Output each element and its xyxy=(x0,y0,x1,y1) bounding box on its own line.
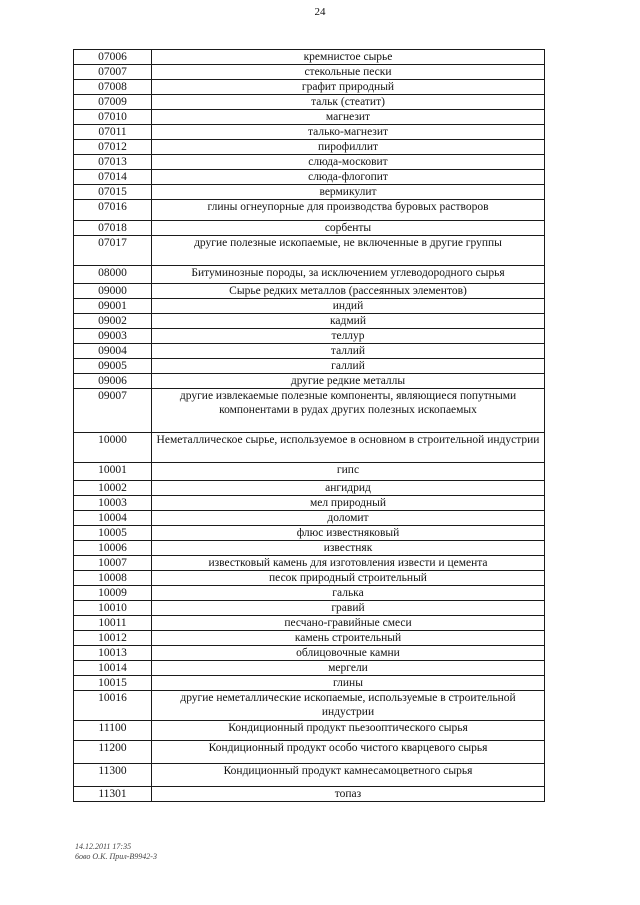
table-row xyxy=(74,631,545,646)
table-row xyxy=(74,433,545,463)
resource-code: 09000 xyxy=(74,284,152,299)
resource-name: глины xyxy=(152,676,545,691)
resource-code: 10000 xyxy=(74,433,152,463)
table-row xyxy=(74,787,545,802)
table-row xyxy=(74,140,545,155)
footer-timestamp: 14.12.2011 17:35 xyxy=(75,842,132,851)
table-row xyxy=(74,661,545,676)
table-row xyxy=(74,586,545,601)
table-row xyxy=(74,155,545,170)
table-row xyxy=(74,314,545,329)
resource-name: гравий xyxy=(152,601,545,616)
resource-code-table xyxy=(73,49,545,802)
table-row xyxy=(74,170,545,185)
resource-name: топаз xyxy=(152,787,545,802)
table-row xyxy=(74,526,545,541)
resource-code: 10010 xyxy=(74,601,152,616)
resource-code: 10002 xyxy=(74,481,152,496)
resource-name: таллий xyxy=(152,344,545,359)
table-row xyxy=(74,721,545,741)
resource-name: песчано-гравийные смеси xyxy=(152,616,545,631)
resource-code: 10006 xyxy=(74,541,152,556)
resource-name: галлий xyxy=(152,359,545,374)
resource-name: сорбенты xyxy=(152,221,545,236)
resource-name: доломит xyxy=(152,511,545,526)
table-row xyxy=(74,80,545,95)
resource-code: 10004 xyxy=(74,511,152,526)
resource-code: 07012 xyxy=(74,140,152,155)
resource-name: стекольные пески xyxy=(152,65,545,80)
resource-code: 10007 xyxy=(74,556,152,571)
resource-code: 09004 xyxy=(74,344,152,359)
resource-code: 07018 xyxy=(74,221,152,236)
resource-code: 10009 xyxy=(74,586,152,601)
resource-name: кремнистое сырье xyxy=(152,50,545,65)
resource-code: 10013 xyxy=(74,646,152,661)
table-row xyxy=(74,741,545,764)
table-row xyxy=(74,329,545,344)
resource-name: индий xyxy=(152,299,545,314)
resource-code: 07016 xyxy=(74,200,152,221)
resource-name: галька xyxy=(152,586,545,601)
resource-code: 07013 xyxy=(74,155,152,170)
resource-name: Кондиционный продукт особо чистого кварцевого сырья xyxy=(152,741,545,764)
resource-name: глины огнеупорные для производства буровых растворов xyxy=(152,200,545,221)
table-row xyxy=(74,299,545,314)
resource-code: 10015 xyxy=(74,676,152,691)
table-row xyxy=(74,691,545,721)
table-row xyxy=(74,185,545,200)
table-row xyxy=(74,389,545,433)
resource-name: слюда-московит xyxy=(152,155,545,170)
resource-code: 09005 xyxy=(74,359,152,374)
resource-name: вермикулит xyxy=(152,185,545,200)
resource-name: известковый камень для изготовления извести и цемента xyxy=(152,556,545,571)
resource-name: талько-магнезит xyxy=(152,125,545,140)
resource-code: 08000 xyxy=(74,266,152,284)
resource-code: 10012 xyxy=(74,631,152,646)
resource-code: 10008 xyxy=(74,571,152,586)
resource-name: Сырье редких металлов (рассеянных элементов) xyxy=(152,284,545,299)
resource-code: 07009 xyxy=(74,95,152,110)
resource-name: теллур xyxy=(152,329,545,344)
resource-name: Кондиционный продукт камнесамоцветного сырья xyxy=(152,764,545,787)
footer-stamp xyxy=(75,842,157,862)
table-row xyxy=(74,200,545,221)
resource-name: флюс известняковый xyxy=(152,526,545,541)
table-row xyxy=(74,676,545,691)
resource-name: Кондиционный продукт пьезооптического сырья xyxy=(152,721,545,741)
resource-name: другие неметаллические ископаемые, используемые в строительной индустрии xyxy=(152,691,545,721)
resource-name: песок природный строительный xyxy=(152,571,545,586)
resource-code: 09002 xyxy=(74,314,152,329)
resource-name: облицовочные камни xyxy=(152,646,545,661)
table-row xyxy=(74,236,545,266)
resource-name: тальк (стеатит) xyxy=(152,95,545,110)
table-row xyxy=(74,496,545,511)
resource-code: 10014 xyxy=(74,661,152,676)
resource-code: 07014 xyxy=(74,170,152,185)
resource-code: 10003 xyxy=(74,496,152,511)
table-row xyxy=(74,266,545,284)
table-row xyxy=(74,511,545,526)
resource-name: мел природный xyxy=(152,496,545,511)
resource-code: 09001 xyxy=(74,299,152,314)
table-row xyxy=(74,50,545,65)
table-row xyxy=(74,571,545,586)
table-row xyxy=(74,65,545,80)
resource-code: 07010 xyxy=(74,110,152,125)
resource-code: 07017 xyxy=(74,236,152,266)
resource-name: кадмий xyxy=(152,314,545,329)
table-row xyxy=(74,221,545,236)
footer-document-id: 6ово О.К. Прил-В9942-3 xyxy=(75,852,157,861)
page-number: 24 xyxy=(314,6,326,18)
table-row xyxy=(74,601,545,616)
table-row xyxy=(74,541,545,556)
resource-name: Битуминозные породы, за исключением углеводородного сырья xyxy=(152,266,545,284)
table-row xyxy=(74,463,545,481)
table-row xyxy=(74,764,545,787)
resource-code: 07008 xyxy=(74,80,152,95)
resource-name: мергели xyxy=(152,661,545,676)
resource-code: 11200 xyxy=(74,741,152,764)
resource-code: 10001 xyxy=(74,463,152,481)
resource-name: слюда-флогопит xyxy=(152,170,545,185)
table-row xyxy=(74,344,545,359)
resource-name: другие извлекаемые полезные компоненты, являющиеся попутными компонентами в рудах других полезных ископаемых xyxy=(152,389,545,433)
table-row xyxy=(74,374,545,389)
table-row xyxy=(74,284,545,299)
table-row xyxy=(74,125,545,140)
resource-name: магнезит xyxy=(152,110,545,125)
resource-code: 09006 xyxy=(74,374,152,389)
table-row xyxy=(74,556,545,571)
table-row xyxy=(74,95,545,110)
resource-name: ангидрид xyxy=(152,481,545,496)
resource-code: 09007 xyxy=(74,389,152,433)
resource-name: другие редкие металлы xyxy=(152,374,545,389)
resource-name: известняк xyxy=(152,541,545,556)
resource-code: 10011 xyxy=(74,616,152,631)
table-row xyxy=(74,646,545,661)
resource-name: Неметаллическое сырье, используемое в основном в строительной индустрии xyxy=(152,433,545,463)
resource-name: другие полезные ископаемые, не включенные в другие группы xyxy=(152,236,545,266)
table-row xyxy=(74,110,545,125)
resource-code: 07015 xyxy=(74,185,152,200)
resource-code: 09003 xyxy=(74,329,152,344)
resource-code: 07007 xyxy=(74,65,152,80)
resource-code: 07011 xyxy=(74,125,152,140)
resource-code: 10016 xyxy=(74,691,152,721)
resource-code: 10005 xyxy=(74,526,152,541)
resource-code: 11301 xyxy=(74,787,152,802)
resource-name: пирофиллит xyxy=(152,140,545,155)
resource-code: 11100 xyxy=(74,721,152,741)
table-row xyxy=(74,481,545,496)
resource-name: гипс xyxy=(152,463,545,481)
table-row xyxy=(74,359,545,374)
table-body xyxy=(74,50,545,802)
resource-code: 11300 xyxy=(74,764,152,787)
resource-name: графит природный xyxy=(152,80,545,95)
resource-code: 07006 xyxy=(74,50,152,65)
resource-name: камень строительный xyxy=(152,631,545,646)
table-row xyxy=(74,616,545,631)
